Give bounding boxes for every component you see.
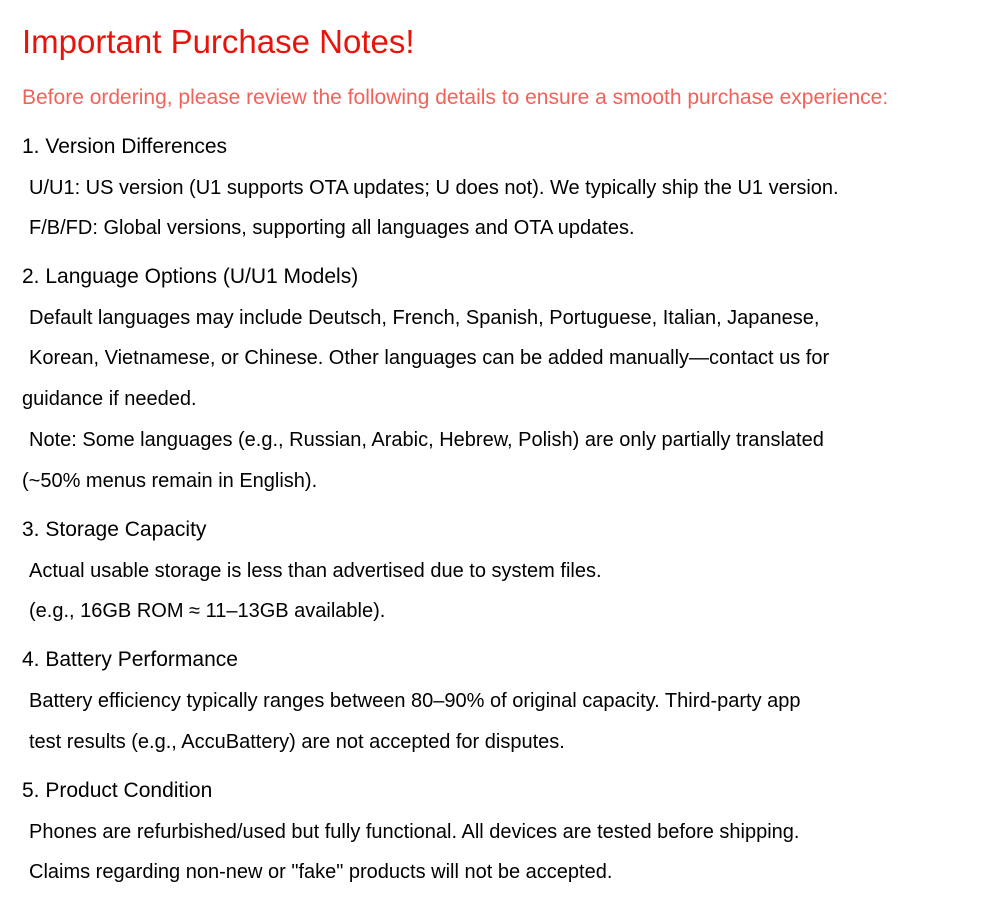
section-text-line: U/U1: US version (U1 supports OTA updates; U does not). We typically ship the U1 version. — [29, 177, 839, 199]
section-text-line: Default languages may include Deutsch, French, Spanish, Portuguese, Italian, Japanese, — [29, 307, 820, 329]
section-heading-battery-performance: 4. Battery Performance — [22, 648, 238, 671]
section-text-line: F/B/FD: Global versions, supporting all languages and OTA updates. — [29, 217, 635, 239]
section-heading-product-condition: 5. Product Condition — [22, 779, 213, 802]
section-heading-language-options: 2. Language Options (U/U1 Models) — [22, 265, 359, 288]
section-text-line: test results (e.g., AccuBattery) are not accepted for disputes. — [29, 731, 565, 753]
page-title: Important Purchase Notes! — [22, 23, 415, 60]
section-text-line: Claims regarding non-new or "fake" products will not be accepted. — [29, 861, 613, 883]
section-text-line: Actual usable storage is less than advertised due to system files. — [29, 560, 602, 582]
section-heading-version-differences: 1. Version Differences — [22, 135, 228, 158]
section-text-line: Korean, Vietnamese, or Chinese. Other languages can be added manually—contact us for — [29, 347, 830, 369]
page-subtitle: Before ordering, please review the following details to ensure a smooth purchase experience: — [22, 86, 889, 109]
section-text-line: guidance if needed. — [22, 388, 197, 410]
section-text-line: Battery efficiency typically ranges between 80–90% of original capacity. Third-party app — [29, 690, 801, 712]
section-text-line: Phones are refurbished/used but fully functional. All devices are tested before shipping. — [29, 821, 800, 843]
section-heading-storage-capacity: 3. Storage Capacity — [22, 518, 207, 541]
section-text-line: (e.g., 16GB ROM ≈ 11–13GB available). — [29, 600, 386, 622]
section-text-line: (~50% menus remain in English). — [22, 470, 318, 492]
section-text-line: Note: Some languages (e.g., Russian, Arabic, Hebrew, Polish) are only partially translated — [29, 429, 824, 451]
